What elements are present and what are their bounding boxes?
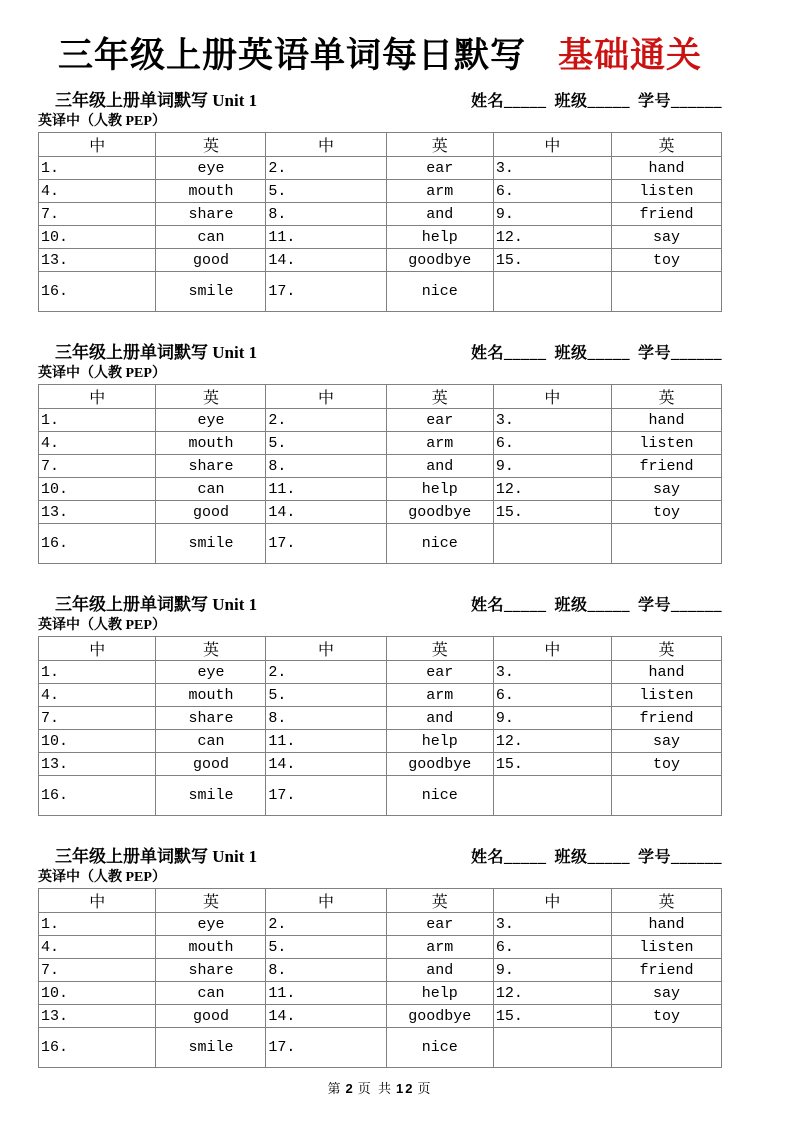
table-row (39, 913, 722, 936)
table-row (39, 1028, 722, 1068)
chinese-answer-cell: 1. (39, 157, 156, 180)
table-row (39, 203, 722, 226)
name-label: 姓名 (470, 849, 504, 866)
chinese-answer-cell: 5. (266, 432, 386, 455)
chinese-answer-cell: 4. (39, 180, 156, 203)
table-row (39, 409, 722, 432)
chinese-answer-cell: 13. (39, 501, 156, 524)
student-id-blank-line: ______ (671, 849, 722, 866)
chinese-answer-cell: 2. (266, 409, 386, 432)
section-header (38, 342, 722, 364)
english-word-cell: good (156, 501, 266, 524)
chinese-answer-cell: 4. (39, 432, 156, 455)
section-subheading: 英译中（人教 PEP） (38, 366, 166, 381)
name-blank-line: _____ (503, 597, 547, 614)
chinese-answer-cell: 2. (266, 157, 386, 180)
chinese-answer-cell: 14. (266, 753, 386, 776)
table-header-row (39, 385, 722, 409)
english-word-cell: listen (612, 180, 722, 203)
chinese-answer-cell: 9. (493, 455, 611, 478)
table-body (39, 661, 722, 816)
chinese-answer-cell: 11. (266, 730, 386, 753)
table-row (39, 684, 722, 707)
column-header: 英 (612, 637, 722, 661)
chinese-answer-cell: 6. (493, 684, 611, 707)
table-body (39, 409, 722, 564)
chinese-answer-cell: 12. (493, 730, 611, 753)
english-word-cell (612, 776, 722, 816)
column-header: 中 (493, 889, 611, 913)
name-label: 姓名 (470, 597, 504, 614)
footer-total-pages: 12 (396, 1081, 415, 1096)
worksheet-section (38, 846, 722, 1068)
english-word-cell: toy (612, 501, 722, 524)
english-word-cell: listen (612, 684, 722, 707)
table-row (39, 478, 722, 501)
english-word-cell: arm (386, 432, 493, 455)
student-id-blank-line: ______ (671, 93, 722, 110)
chinese-answer-cell: 10. (39, 226, 156, 249)
column-header: 中 (39, 385, 156, 409)
vocabulary-table (38, 384, 722, 564)
chinese-answer-cell: 16. (39, 272, 156, 312)
worksheet-section (38, 342, 722, 564)
chinese-answer-cell: 14. (266, 501, 386, 524)
student-info-fields (471, 595, 722, 616)
column-header: 中 (493, 133, 611, 157)
column-header: 中 (493, 385, 611, 409)
english-word-cell: eye (156, 157, 266, 180)
section-header (38, 90, 722, 112)
english-word-cell: good (156, 249, 266, 272)
column-header: 中 (39, 637, 156, 661)
page-title-main: 三年级上册英语单词每日默写 (57, 35, 526, 76)
english-word-cell: mouth (156, 180, 266, 203)
chinese-answer-cell: 2. (266, 913, 386, 936)
table-body (39, 157, 722, 312)
student-id-label: 学号 (637, 597, 671, 614)
name-label: 姓名 (470, 345, 504, 362)
name-label: 姓名 (470, 93, 504, 110)
student-info-fields (471, 91, 722, 112)
english-word-cell: ear (386, 409, 493, 432)
chinese-answer-cell: 12. (493, 478, 611, 501)
english-word-cell: help (386, 982, 493, 1005)
vocabulary-table (38, 132, 722, 312)
english-word-cell: arm (386, 180, 493, 203)
english-word-cell: eye (156, 661, 266, 684)
chinese-answer-cell: 5. (266, 684, 386, 707)
chinese-answer-cell: 16. (39, 1028, 156, 1068)
table-row (39, 157, 722, 180)
column-header: 英 (156, 637, 266, 661)
english-word-cell: help (386, 478, 493, 501)
english-word-cell: eye (156, 409, 266, 432)
english-word-cell: goodbye (386, 1005, 493, 1028)
page-title-badge: 基础通关 (558, 35, 703, 76)
chinese-answer-cell: 3. (493, 661, 611, 684)
section-subheading: 英译中（人教 PEP） (38, 114, 166, 129)
chinese-answer-cell: 15. (493, 753, 611, 776)
table-row (39, 982, 722, 1005)
english-word-cell: share (156, 707, 266, 730)
english-word-cell: say (612, 730, 722, 753)
chinese-answer-cell: 3. (493, 913, 611, 936)
table-row (39, 707, 722, 730)
english-word-cell: nice (386, 1028, 493, 1068)
english-word-cell: share (156, 203, 266, 226)
chinese-answer-cell: 12. (493, 982, 611, 1005)
student-id-blank-line: ______ (671, 345, 722, 362)
chinese-answer-cell: 11. (266, 982, 386, 1005)
english-word-cell: say (612, 982, 722, 1005)
english-word-cell: smile (156, 524, 266, 564)
chinese-answer-cell: 7. (39, 455, 156, 478)
english-word-cell: mouth (156, 684, 266, 707)
chinese-answer-cell (493, 524, 611, 564)
section-title: 三年级上册单词默写 Unit 1 (55, 343, 258, 362)
table-row (39, 501, 722, 524)
chinese-answer-cell: 2. (266, 661, 386, 684)
class-blank-line: _____ (587, 345, 630, 362)
english-word-cell: say (612, 226, 722, 249)
english-word-cell (612, 524, 722, 564)
section-header (38, 846, 722, 868)
table-row (39, 661, 722, 684)
chinese-answer-cell (493, 1028, 611, 1068)
english-word-cell: good (156, 753, 266, 776)
english-word-cell: eye (156, 913, 266, 936)
chinese-answer-cell: 11. (266, 226, 386, 249)
column-header: 英 (386, 889, 493, 913)
english-word-cell: ear (386, 157, 493, 180)
chinese-answer-cell: 9. (493, 707, 611, 730)
english-word-cell: nice (386, 524, 493, 564)
column-header: 中 (266, 133, 386, 157)
english-word-cell (612, 1028, 722, 1068)
english-word-cell: goodbye (386, 753, 493, 776)
chinese-answer-cell: 10. (39, 982, 156, 1005)
student-id-label: 学号 (637, 93, 671, 110)
student-id-blank-line: ______ (671, 597, 722, 614)
column-header: 英 (386, 385, 493, 409)
vocabulary-table (38, 636, 722, 816)
english-word-cell: mouth (156, 432, 266, 455)
chinese-answer-cell: 3. (493, 157, 611, 180)
column-header: 英 (156, 385, 266, 409)
english-word-cell (612, 272, 722, 312)
column-header: 中 (266, 889, 386, 913)
table-row (39, 180, 722, 203)
class-blank-line: _____ (587, 849, 630, 866)
english-word-cell: listen (612, 936, 722, 959)
name-blank-line: _____ (503, 849, 547, 866)
english-word-cell: friend (612, 203, 722, 226)
chinese-answer-cell: 10. (39, 478, 156, 501)
column-header: 中 (493, 637, 611, 661)
student-info-fields (471, 343, 722, 364)
english-word-cell: friend (612, 959, 722, 982)
chinese-answer-cell: 9. (493, 959, 611, 982)
chinese-answer-cell: 11. (266, 478, 386, 501)
english-word-cell: can (156, 478, 266, 501)
worksheet-section (38, 594, 722, 816)
chinese-answer-cell: 3. (493, 409, 611, 432)
chinese-answer-cell (493, 272, 611, 312)
chinese-answer-cell: 7. (39, 707, 156, 730)
chinese-answer-cell: 1. (39, 661, 156, 684)
english-word-cell: goodbye (386, 501, 493, 524)
chinese-answer-cell: 6. (493, 180, 611, 203)
chinese-answer-cell (493, 776, 611, 816)
page-title (38, 34, 722, 78)
english-word-cell: arm (386, 684, 493, 707)
english-word-cell: toy (612, 1005, 722, 1028)
english-word-cell: smile (156, 272, 266, 312)
english-word-cell: friend (612, 455, 722, 478)
chinese-answer-cell: 13. (39, 249, 156, 272)
column-header: 英 (612, 133, 722, 157)
chinese-answer-cell: 15. (493, 249, 611, 272)
section-title: 三年级上册单词默写 Unit 1 (55, 595, 258, 614)
footer-label-prefix: 第 (327, 1081, 343, 1096)
chinese-answer-cell: 8. (266, 959, 386, 982)
chinese-answer-cell: 4. (39, 684, 156, 707)
section-title: 三年级上册单词默写 Unit 1 (55, 847, 258, 866)
chinese-answer-cell: 7. (39, 203, 156, 226)
english-word-cell: and (386, 455, 493, 478)
english-word-cell: help (386, 226, 493, 249)
class-label: 班级 (554, 345, 588, 362)
english-word-cell: hand (612, 913, 722, 936)
chinese-answer-cell: 13. (39, 1005, 156, 1028)
english-word-cell: share (156, 455, 266, 478)
table-row (39, 730, 722, 753)
english-word-cell: hand (612, 157, 722, 180)
english-word-cell: good (156, 1005, 266, 1028)
english-word-cell: toy (612, 249, 722, 272)
english-word-cell: and (386, 707, 493, 730)
chinese-answer-cell: 17. (266, 524, 386, 564)
chinese-answer-cell: 8. (266, 203, 386, 226)
english-word-cell: and (386, 959, 493, 982)
table-row (39, 524, 722, 564)
chinese-answer-cell: 14. (266, 1005, 386, 1028)
student-id-label: 学号 (637, 345, 671, 362)
page-footer (38, 1078, 722, 1097)
table-header-row (39, 637, 722, 661)
table-row (39, 272, 722, 312)
column-header: 英 (612, 385, 722, 409)
english-word-cell: arm (386, 936, 493, 959)
chinese-answer-cell: 4. (39, 936, 156, 959)
class-label: 班级 (554, 849, 588, 866)
chinese-answer-cell: 7. (39, 959, 156, 982)
chinese-answer-cell: 17. (266, 1028, 386, 1068)
worksheet-section (38, 90, 722, 312)
column-header: 中 (39, 133, 156, 157)
table-row (39, 455, 722, 478)
table-row (39, 959, 722, 982)
column-header: 英 (156, 133, 266, 157)
column-header: 英 (386, 637, 493, 661)
chinese-answer-cell: 15. (493, 1005, 611, 1028)
english-word-cell: nice (386, 272, 493, 312)
english-word-cell: and (386, 203, 493, 226)
name-blank-line: _____ (503, 93, 547, 110)
footer-label-suffix: 页 (417, 1081, 433, 1096)
english-word-cell: smile (156, 1028, 266, 1068)
footer-label-infix: 页 共 (357, 1081, 394, 1096)
table-row (39, 776, 722, 816)
english-word-cell: say (612, 478, 722, 501)
chinese-answer-cell: 6. (493, 936, 611, 959)
chinese-answer-cell: 5. (266, 180, 386, 203)
chinese-answer-cell: 16. (39, 524, 156, 564)
table-body (39, 913, 722, 1068)
english-word-cell: ear (386, 661, 493, 684)
english-word-cell: goodbye (386, 249, 493, 272)
english-word-cell: friend (612, 707, 722, 730)
chinese-answer-cell: 15. (493, 501, 611, 524)
english-word-cell: can (156, 730, 266, 753)
class-label: 班级 (554, 93, 588, 110)
table-row (39, 226, 722, 249)
table-row (39, 753, 722, 776)
english-word-cell: mouth (156, 936, 266, 959)
chinese-answer-cell: 13. (39, 753, 156, 776)
column-header: 中 (266, 637, 386, 661)
english-word-cell: smile (156, 776, 266, 816)
section-subheading: 英译中（人教 PEP） (38, 618, 166, 633)
footer-page-number: 2 (345, 1081, 355, 1096)
column-header: 英 (386, 133, 493, 157)
section-header (38, 594, 722, 616)
english-word-cell: ear (386, 913, 493, 936)
table-row (39, 249, 722, 272)
chinese-answer-cell: 8. (266, 455, 386, 478)
table-row (39, 936, 722, 959)
chinese-answer-cell: 5. (266, 936, 386, 959)
table-header-row (39, 889, 722, 913)
column-header: 英 (612, 889, 722, 913)
vocabulary-table (38, 888, 722, 1068)
chinese-answer-cell: 9. (493, 203, 611, 226)
name-blank-line: _____ (503, 345, 547, 362)
column-header: 中 (39, 889, 156, 913)
chinese-answer-cell: 8. (266, 707, 386, 730)
student-id-label: 学号 (637, 849, 671, 866)
table-row (39, 432, 722, 455)
english-word-cell: hand (612, 409, 722, 432)
section-subheading: 英译中（人教 PEP） (38, 870, 166, 885)
chinese-answer-cell: 12. (493, 226, 611, 249)
class-blank-line: _____ (587, 93, 630, 110)
table-header-row (39, 133, 722, 157)
english-word-cell: nice (386, 776, 493, 816)
chinese-answer-cell: 6. (493, 432, 611, 455)
chinese-answer-cell: 10. (39, 730, 156, 753)
sections-container (38, 90, 722, 1068)
chinese-answer-cell: 16. (39, 776, 156, 816)
column-header: 中 (266, 385, 386, 409)
table-row (39, 1005, 722, 1028)
student-info-fields (471, 847, 722, 868)
class-blank-line: _____ (587, 597, 630, 614)
english-word-cell: hand (612, 661, 722, 684)
chinese-answer-cell: 17. (266, 776, 386, 816)
section-title: 三年级上册单词默写 Unit 1 (55, 91, 258, 110)
chinese-answer-cell: 17. (266, 272, 386, 312)
class-label: 班级 (554, 597, 588, 614)
english-word-cell: toy (612, 753, 722, 776)
english-word-cell: share (156, 959, 266, 982)
english-word-cell: can (156, 226, 266, 249)
chinese-answer-cell: 14. (266, 249, 386, 272)
english-word-cell: listen (612, 432, 722, 455)
english-word-cell: can (156, 982, 266, 1005)
chinese-answer-cell: 1. (39, 913, 156, 936)
english-word-cell: help (386, 730, 493, 753)
column-header: 英 (156, 889, 266, 913)
chinese-answer-cell: 1. (39, 409, 156, 432)
